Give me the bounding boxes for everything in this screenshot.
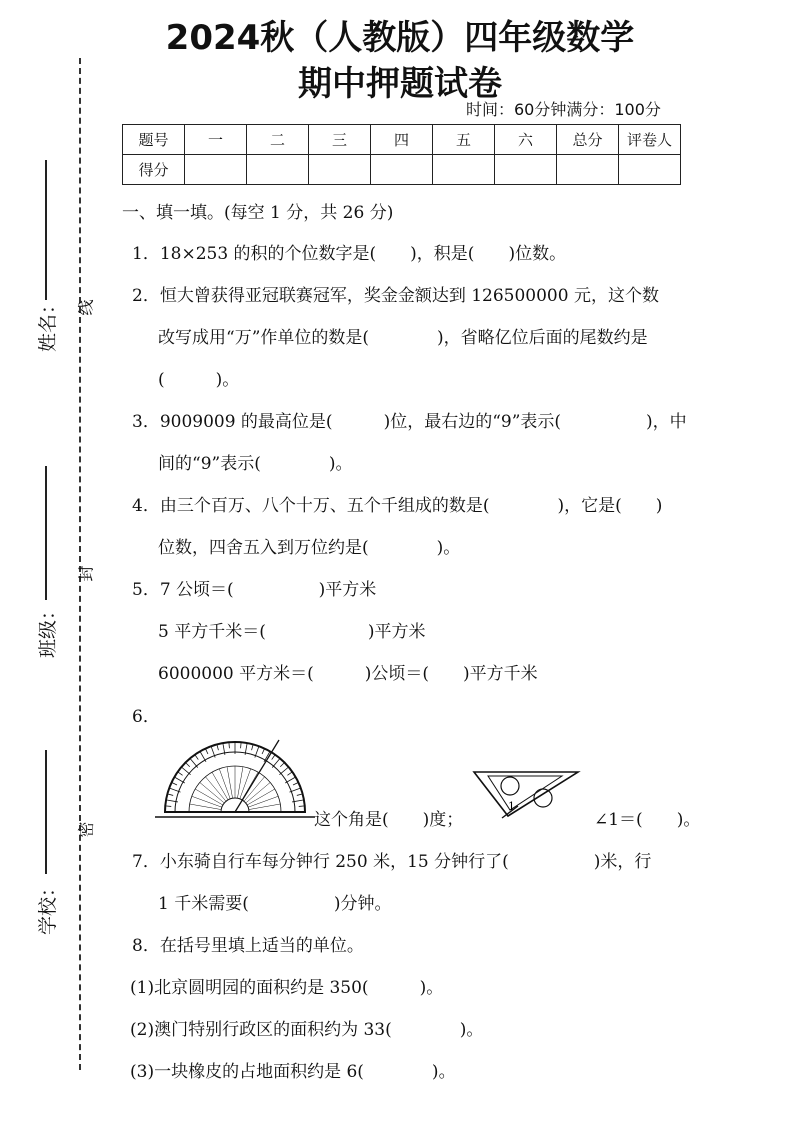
score-header-cell: 总分 — [557, 125, 619, 155]
score-input-cell[interactable] — [619, 155, 681, 185]
protractor-tick — [297, 794, 303, 796]
protractor-spoke — [190, 804, 222, 810]
question-8-part-3: (3)一块橡皮的占地面积约是 6( )。 — [130, 1062, 456, 1082]
seal-mi-mark: 密 — [76, 821, 96, 838]
protractor-tick — [181, 767, 190, 775]
question-7-line1: 7．小东骑自行车每分钟行 250 米，15 分钟行了( )米，行 — [132, 852, 652, 872]
score-header-cell: 四 — [371, 125, 433, 155]
question-8-part-1: (1)北京圆明园的面积约是 350( )。 — [130, 978, 444, 998]
protractor-tick — [299, 806, 305, 807]
question-5-line2: 5 平方千米＝( )平方米 — [158, 622, 426, 642]
protractor-spoke — [246, 782, 271, 803]
protractor-tick — [174, 777, 184, 783]
protractor-tick — [262, 749, 265, 754]
question-3-line1: 3．9009009 的最高位是( )位，最右边的“9”表示( )，中 — [132, 412, 687, 432]
protractor-tick — [285, 777, 295, 783]
protractor-tick — [217, 744, 219, 750]
score-header-cell: 二 — [247, 125, 309, 155]
angle-1-label: 1 — [508, 800, 515, 813]
protractor-spoke — [200, 782, 225, 803]
protractor-tick — [293, 782, 298, 785]
protractor-tick — [279, 767, 288, 775]
score-header-cell: 六 — [495, 125, 557, 155]
question-2-line2: 改写成用“万”作单位的数是( )，省略亿位后面的尾数约是 — [158, 328, 648, 348]
score-header-cell: 一 — [185, 125, 247, 155]
class-blank-line[interactable] — [45, 466, 47, 600]
score-input-cell[interactable] — [495, 155, 557, 185]
school-blank-line[interactable] — [45, 750, 47, 874]
question-6-angle1-text: ∠1＝( )。 — [594, 810, 701, 830]
score-table-header-row — [123, 125, 681, 155]
protractor-tick — [287, 772, 292, 775]
name-blank-line[interactable] — [45, 160, 47, 300]
score-header-cell: 五 — [433, 125, 495, 155]
question-8-heading: 8．在括号里填上适当的单位。 — [132, 936, 364, 956]
question-2-line1: 2．恒大曾获得亚冠联赛冠军，奖金金额达到 126500000 元，这个数 — [132, 286, 659, 306]
protractor-tick — [272, 755, 275, 760]
question-4-line2: 位数，四舍五入到万位约是( )。 — [158, 538, 461, 558]
score-input-cell[interactable] — [185, 155, 247, 185]
score-header-cell: 三 — [309, 125, 371, 155]
question-5-line3: 6000000 平方米＝( )公顷＝( )平方千米 — [158, 664, 538, 684]
protractor-tick — [272, 758, 280, 767]
question-1: 1．18×253 的积的个位数字是( )，积是( )位数。 — [132, 244, 567, 264]
score-header-cell: 评卷人 — [619, 125, 681, 155]
question-3-line2: 间的“9”表示( )。 — [158, 454, 353, 474]
protractor-tick — [280, 763, 284, 767]
section-heading: 一、填一填。(每空 1 分，共 26 分) — [122, 203, 394, 223]
score-header-cell: 题号 — [123, 125, 185, 155]
seal-feng-mark: 封 — [76, 565, 96, 582]
seal-line-mark: 线 — [76, 299, 96, 316]
protractor-tick — [241, 742, 242, 748]
protractor-tick — [186, 763, 190, 767]
page-title: 2024秋（人教版）四年级数学 — [165, 18, 635, 58]
exam-time-score: 时间：60分钟满分：100分 — [466, 100, 661, 119]
protractor-tick — [195, 755, 198, 760]
protractor-tick — [167, 794, 173, 796]
question-8-part-2: (2)澳门特别行政区的面积约为 33( )。 — [130, 1020, 484, 1040]
page-subtitle: 期中押题试卷 — [298, 64, 502, 104]
score-input-cell[interactable] — [557, 155, 619, 185]
protractor-tick — [178, 772, 183, 775]
protractor-tick — [190, 758, 198, 767]
protractor-tick — [252, 744, 254, 750]
score-input-cell[interactable] — [247, 155, 309, 185]
protractor-tick — [165, 806, 171, 807]
school-label: 学校： — [37, 877, 60, 936]
protractor-spoke — [227, 767, 233, 799]
class-label: 班级： — [37, 600, 60, 659]
protractor-tick — [200, 751, 206, 761]
name-label: 姓名： — [37, 294, 60, 353]
question-5-line1: 5．7 公顷＝( )平方米 — [132, 580, 377, 600]
question-2-line3: ( )。 — [158, 370, 240, 390]
protractor-spoke — [237, 767, 243, 799]
score-input-cell[interactable] — [371, 155, 433, 185]
score-input-cell[interactable] — [433, 155, 495, 185]
protractor-tick — [229, 742, 230, 748]
question-6-angle-text: 这个角是( )度； — [314, 810, 464, 830]
question-6-number: 6． — [132, 707, 160, 727]
score-table — [122, 124, 681, 185]
question-4-line1: 4．由三个百万、八个十万、五个千组成的数是( )，它是( ) — [132, 496, 663, 516]
question-7-line2: 1 千米需要( )分钟。 — [158, 894, 392, 914]
triangle-ruler-figure — [472, 766, 582, 826]
protractor-spoke — [205, 777, 226, 802]
score-table-score-row — [123, 155, 681, 185]
protractor-tick — [205, 749, 208, 754]
protractor-tick — [172, 782, 177, 785]
protractor-figure — [155, 736, 315, 822]
binding-dashed-line — [79, 58, 81, 1070]
score-row-label: 得分 — [123, 155, 185, 185]
protractor-spoke — [249, 804, 281, 810]
score-input-cell[interactable] — [309, 155, 371, 185]
